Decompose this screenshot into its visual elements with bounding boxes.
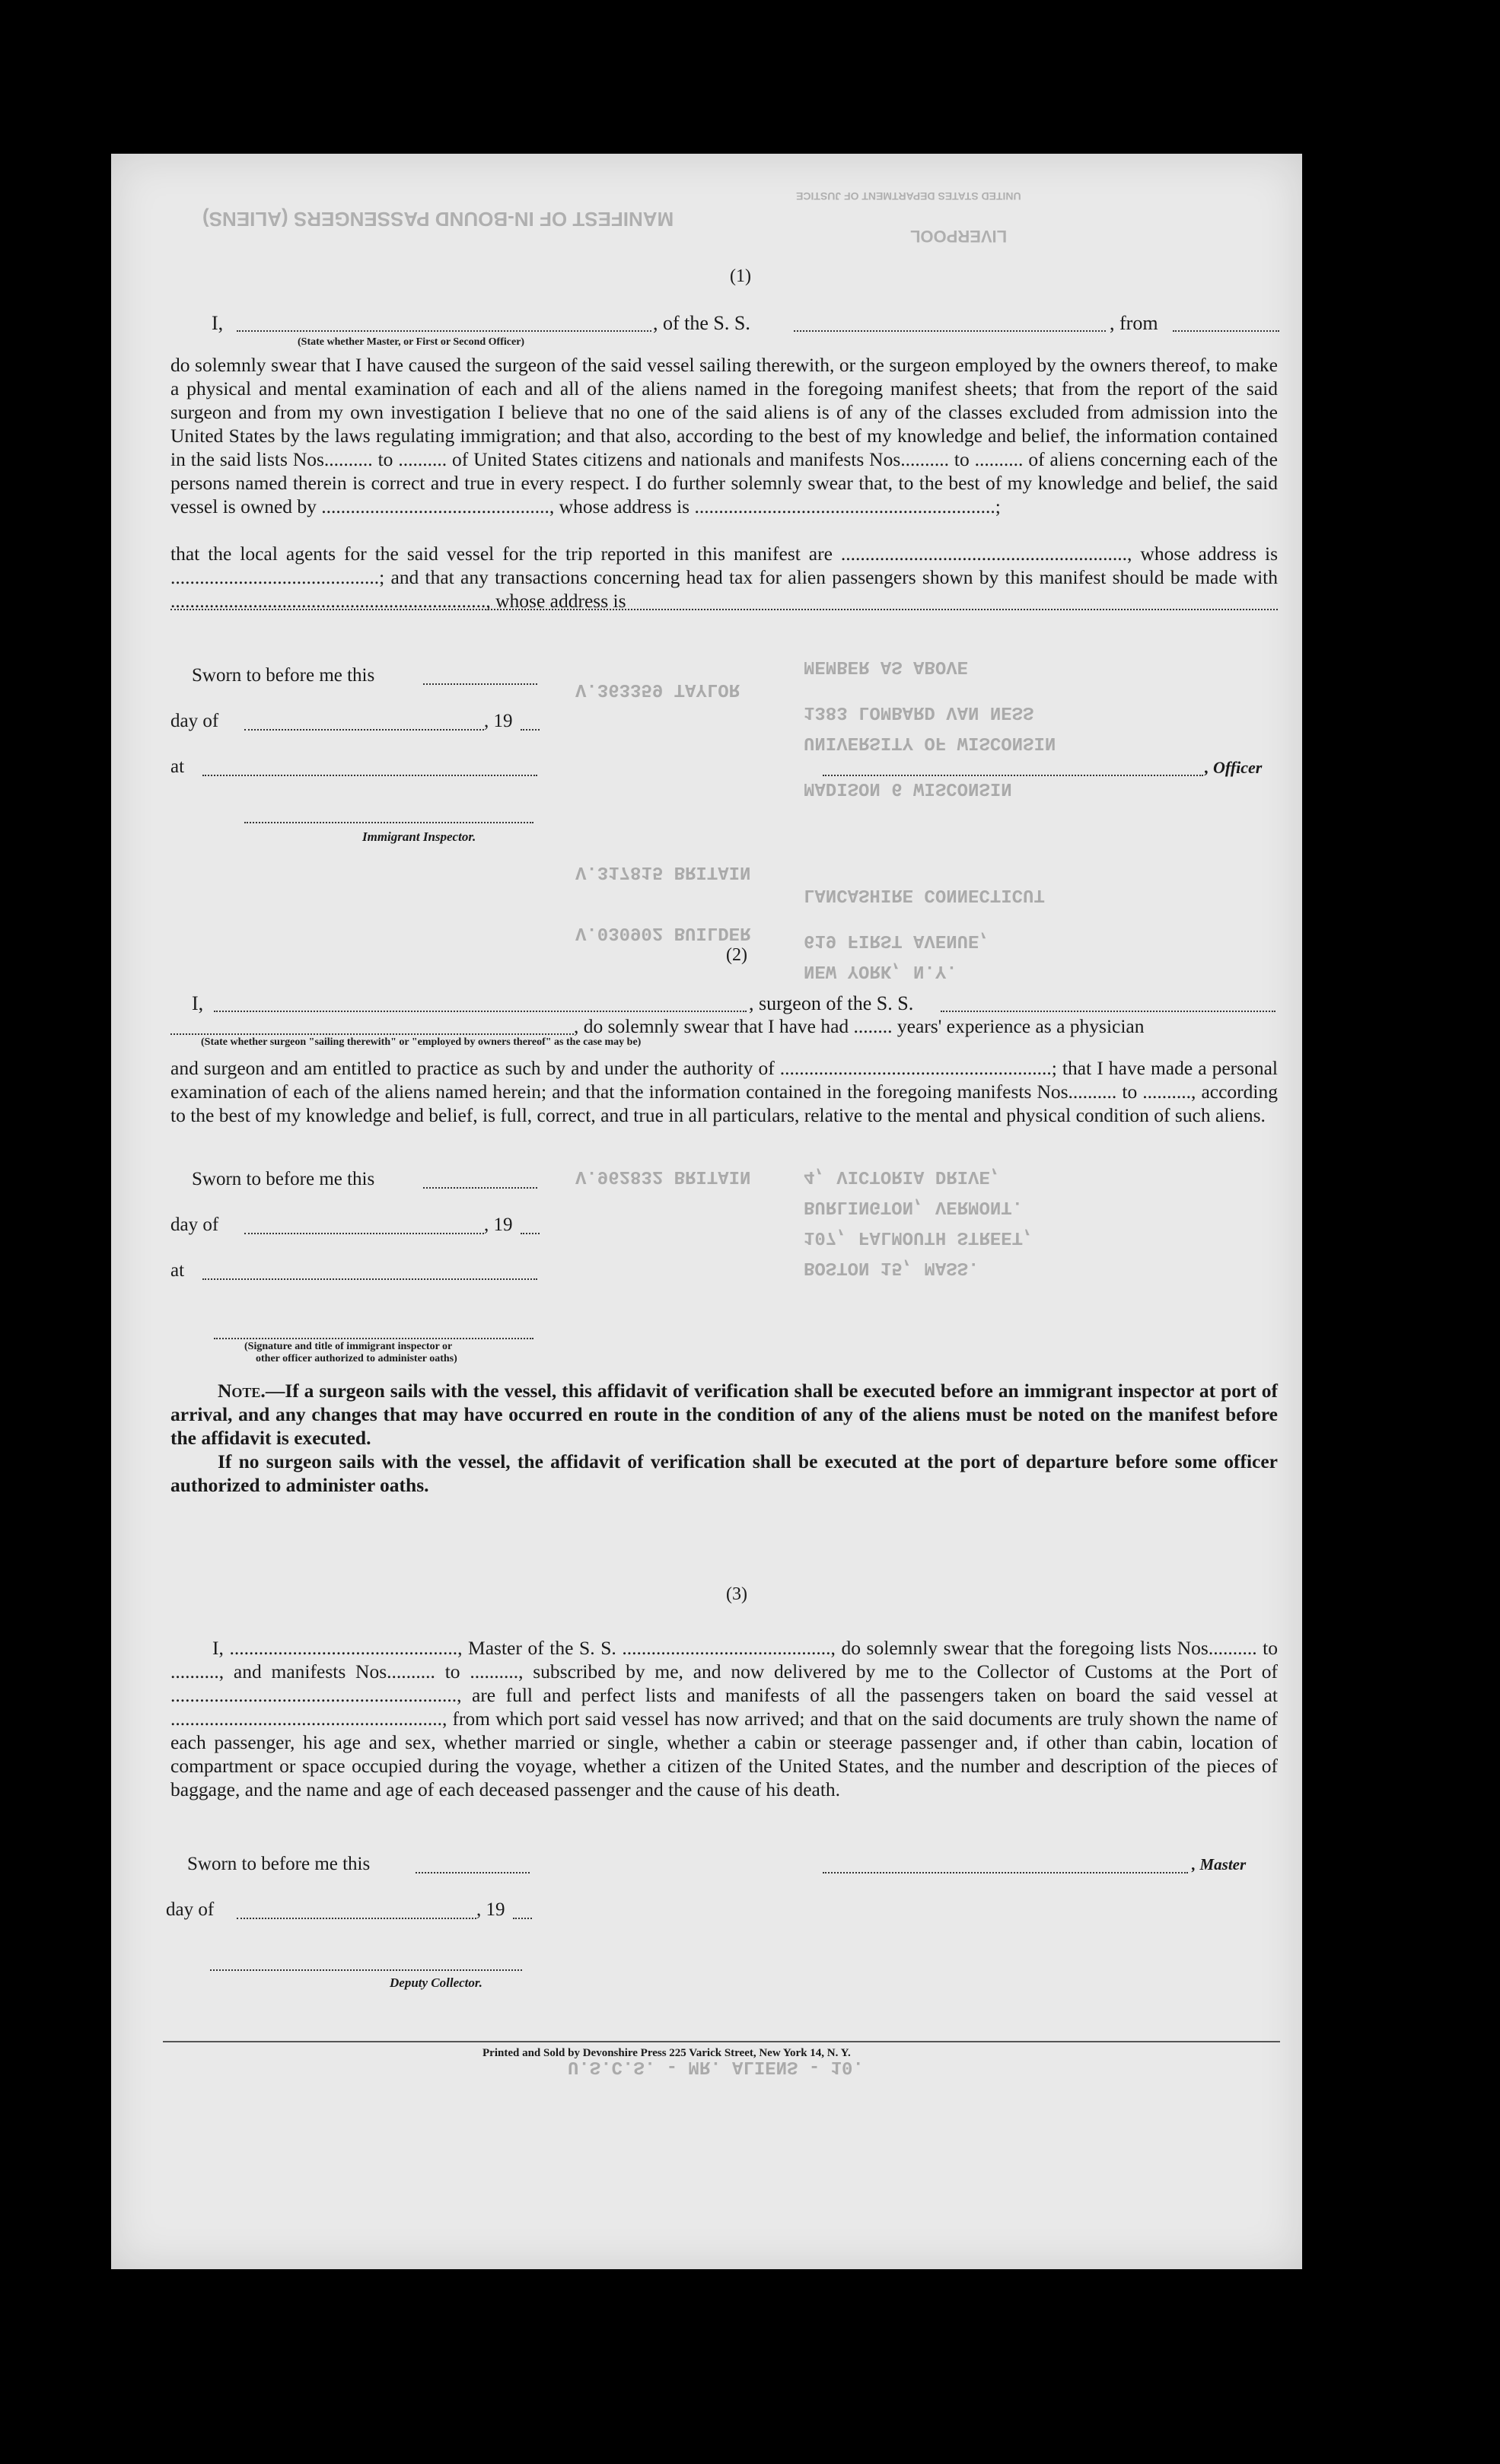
binder-hole <box>1375 1641 1419 1685</box>
note-text-1: —If a surgeon sails with the vessel, this affidavit of verification shall be executed before an immigrant inspector at port of arrival, and any changes that may have occurred en route in the condition of any of the aliens must be noted on the manifest before the affidavit is executed. <box>170 1380 1278 1449</box>
signature-note-2: other officer authorized to administer oaths) <box>256 1353 457 1364</box>
at-line-1 <box>202 775 537 776</box>
binder-hole <box>1375 1520 1419 1565</box>
master-label: , Master <box>1192 1855 1247 1873</box>
sworn-text-1: Sworn to before me this <box>192 665 375 686</box>
officer-signature-line <box>823 775 1203 776</box>
bleed-through-text: BOSTON 15, MASS. <box>804 1257 979 1278</box>
bleed-through-text: 619 FIRST AVENUE, <box>804 930 990 950</box>
bleed-through-text: 1383 LOMBARD VAN NESS <box>804 702 1034 722</box>
year-3: , 19 <box>476 1899 505 1920</box>
section-2-line-2: , do solemnly swear that I have had ........ years' experience as a physician <box>574 1015 1145 1037</box>
day-of-2: day of <box>170 1214 219 1235</box>
binder-hole <box>1381 355 1415 388</box>
sworn-text-3: Sworn to before me this <box>187 1854 371 1874</box>
section-3-number: (3) <box>726 1584 747 1604</box>
sworn-text-2: Sworn to before me this <box>192 1169 375 1189</box>
officer-note: (State whether Master, or First or Second Officer) <box>298 336 525 348</box>
surgeon-vessel-line <box>941 1011 1275 1012</box>
year-1: , 19 <box>484 711 513 731</box>
bleed-through-header: UNITED STATES DEPARTMENT OF JUSTICE <box>796 190 1021 202</box>
year-line-1 <box>521 729 540 731</box>
binder-hole <box>1375 1991 1419 2035</box>
note-paragraph-2: If no surgeon sails with the vessel, the affidavit of verification shall be executed at the port of departure before some officer authorized to administer oaths. <box>170 1450 1278 1496</box>
bleed-through-text: U.S.C.S. - MR. ALIENS - 10. <box>568 2056 864 2077</box>
section-1-number: (1) <box>730 266 751 286</box>
bleed-through-text: V.317815 BRITAIN <box>575 861 751 882</box>
section-2-body: and surgeon and am entitled to practice as such by and under the authority of ........................................................; that I have made a personal examination of each of the aliens named herein; and that the information contained in the foregoing manifests Nos.......... to .........., according to the best of my knowledge and belief, is full, correct, and true in all particulars, relative to the mental and physical condition of such aliens. <box>170 1057 1278 1126</box>
section-2-i: I, <box>192 992 204 1014</box>
binder-hole <box>1375 776 1419 820</box>
bleed-through-text: UNIVERSITY OF WISCONSIN <box>804 732 1056 753</box>
manifest-page <box>111 154 1302 2269</box>
day-of-line-2 <box>244 1233 484 1234</box>
footer-rule <box>163 2041 1280 2042</box>
at-2: at <box>170 1260 185 1281</box>
binder-hole <box>1375 686 1419 731</box>
bleed-through-text: MADISON 6 WISCONSIN <box>804 778 1012 798</box>
inspector-line-2 <box>214 1338 533 1339</box>
surgeon-name-line <box>214 1011 747 1012</box>
note-paragraph-1 <box>170 1379 1278 1450</box>
section-1-i: I, <box>212 312 224 334</box>
year-line-3 <box>513 1918 532 1919</box>
immigrant-inspector-label: Immigrant Inspector. <box>362 829 476 844</box>
at-1: at <box>170 756 185 777</box>
section-3-body: I, ..............................................., Master of the S. S. ..........................................., do solemnly swear that the foregoing lists Nos.......... to .........., and manifests Nos.......... to .........., subscribed by me, and now delivered by me to the Collector of Customs at the Port of ..........................................................., are full and perfect lists and manifests of all the passengers taken on board the said vessel at ........................................................, from which port said vessel has now arrived; and that on the said documents are truly shown the name of each passenger, his age and sex, whether married or single, whether a cabin or steerage passenger and, if other than cabin, location of compartment or space occupied during the voyage, whether a citizen of the United States, and the number and description of the pieces of baggage, and the name and age of each deceased passenger and the cause of his death. <box>170 1637 1278 1800</box>
address-line <box>170 609 1278 610</box>
bleed-through-text: BURLINGTON, VERMONT. <box>804 1196 1024 1217</box>
sworn-line-3 <box>416 1872 530 1873</box>
bleed-through-header: MANIFEST OF IN-BOUND PASSENGERS (ALIENS) <box>202 208 674 231</box>
at-line-2 <box>202 1278 537 1280</box>
bleed-through-text: MEMBER AS ABOVE <box>804 656 969 676</box>
year-line-2 <box>521 1233 540 1234</box>
vessel-name-line <box>794 330 1106 332</box>
section-2-surgeon-of: , surgeon of the S. S. <box>749 992 914 1014</box>
bleed-through-text: V.962832 BRITAIN <box>575 1166 751 1186</box>
day-of-line-3 <box>237 1918 476 1919</box>
officer-name-line <box>237 330 651 332</box>
bleed-through-text: NEW YORK, N.Y. <box>804 960 957 981</box>
binder-hole <box>1375 2073 1419 2117</box>
section-2-number: (2) <box>726 945 747 965</box>
section-1-body: do solemnly swear that I have caused the surgeon of the said vessel sailing therewith, or the surgeon employed by the owners thereof, to make a physical and mental examination of each and all of the aliens named in the foregoing manifest sheets; that from the report of the said surgeon and from my own investigation I believe that no one of the said aliens is of any of the classes excluded from admission into the United States by the laws regulating immigration; and that also, according to the best of my knowledge and belief, the information contained in the said lists Nos.......... to .......... of United States citizens and nationals and manifests Nos.......... to .......... of aliens concerning each of the persons named therein is correct and true in every respect. I do further solemnly swear that, to the best of my knowledge and belief, the said vessel is owned by ..............................................., whose address is ..............................................................; <box>170 354 1278 517</box>
sworn-line-1 <box>423 683 537 685</box>
from-port-line <box>1173 330 1279 332</box>
printer-imprint: Printed and Sold by Devonshire Press 225 Varick Street, New York 14, N. Y. <box>482 2047 851 2059</box>
note-label: Note. <box>218 1380 266 1402</box>
collector-line <box>210 1969 522 1971</box>
bleed-through-text: V.363359 TAYLOR <box>575 679 740 699</box>
deputy-collector-label: Deputy Collector. <box>390 1975 482 1990</box>
day-of-line-1 <box>244 729 484 731</box>
sworn-line-2 <box>423 1187 537 1189</box>
bleed-through-text: 107, FALMOUTH STREET, <box>804 1227 1034 1247</box>
binder-hole <box>1375 181 1419 225</box>
surgeon-type-line <box>170 1033 574 1035</box>
signature-note-1: (Signature and title of immigrant inspector or <box>244 1341 453 1352</box>
inspector-line-1 <box>244 822 533 823</box>
binder-hole <box>1375 1176 1419 1221</box>
bleed-through-header: LIVERPOOL <box>910 227 1008 246</box>
surgeon-note: (State whether surgeon "sailing therewith" or "employed by owners thereof" as the case may be) <box>201 1036 642 1048</box>
bleed-through-text: 4, VICTORIA DRIVE, <box>804 1166 1002 1186</box>
day-of-1: day of <box>170 711 219 731</box>
section-1-body-2: that the local agents for the said vessel for the trip reported in this manifest are ..........................................................., whose address is ...........................................; and that any transactions concerning head tax for alien passengers shown by this manifest should be made with ................................................................., whose address is <box>170 543 1278 612</box>
officer-label: , Officer <box>1205 758 1263 777</box>
year-2: , 19 <box>484 1214 513 1235</box>
section-1-from: , from <box>1110 312 1158 334</box>
bleed-through-text: V.030902 BUILDER <box>575 922 751 943</box>
bleed-through-text: LANCASHIRE CONNECTICUT <box>804 884 1045 905</box>
master-signature-line <box>823 1872 1188 1873</box>
day-of-3: day of <box>166 1899 215 1920</box>
section-1-of-ss: , of the S. S. <box>653 312 750 334</box>
